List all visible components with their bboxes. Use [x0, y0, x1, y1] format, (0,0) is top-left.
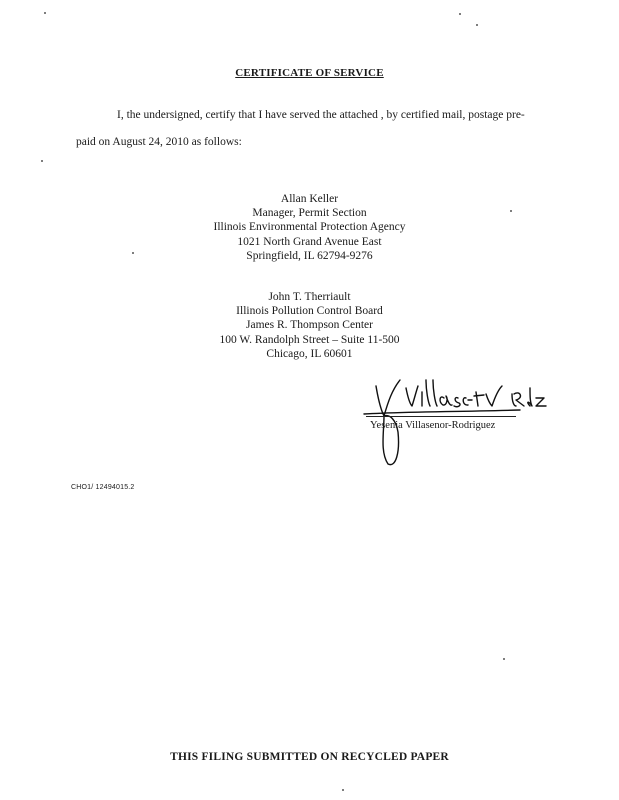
signatory-name: Yesenia Villasenor-Rodriguez	[370, 420, 496, 431]
recipient-building: James R. Thompson Center	[246, 319, 373, 332]
scan-speck	[342, 789, 344, 791]
document-id: CHO1/ 12494015.2	[71, 484, 135, 491]
footer-note: THIS FILING SUBMITTED ON RECYCLED PAPER	[170, 751, 449, 763]
recipient-address-block	[0, 192, 619, 263]
signature-line	[366, 416, 516, 417]
recipient-organization: Illinois Environmental Protection Agency	[213, 221, 406, 234]
recipient-organization: Illinois Pollution Control Board	[236, 305, 383, 318]
scan-speck	[41, 160, 43, 162]
recipient-address-block	[0, 290, 619, 361]
scan-speck	[44, 12, 46, 14]
scan-speck	[476, 24, 478, 26]
recipient-name: John T. Therriault	[268, 291, 351, 303]
recipient-street: 100 W. Randolph Street – Suite 11-500	[219, 333, 400, 346]
certification-text-line-2: paid on August 24, 2010 as follows:	[76, 136, 242, 148]
scan-speck	[459, 13, 461, 15]
recipient-street: 1021 North Grand Avenue East	[237, 235, 382, 248]
signature-block	[340, 372, 550, 472]
recipient-city: Chicago, IL 60601	[266, 347, 353, 360]
recipient-name: Allan Keller	[280, 193, 339, 205]
certification-text-line-1: I, the undersigned, certify that I have served the attached , by certified mail, postage pre-	[117, 109, 525, 121]
recipient-title: Manager, Permit Section	[252, 207, 367, 220]
scan-speck	[503, 658, 505, 660]
document-title: CERTIFICATE OF SERVICE	[235, 67, 384, 79]
recipient-city: Springfield, IL 62794-9276	[246, 249, 373, 262]
